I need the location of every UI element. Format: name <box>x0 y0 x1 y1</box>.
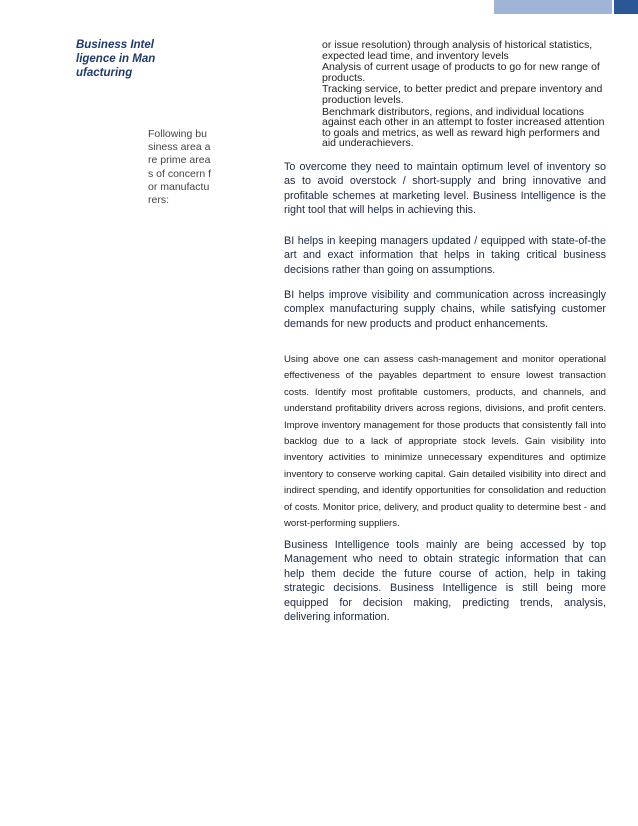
list-item <box>298 40 606 61</box>
paragraph-cash-management: Using above one can assess cash-management and monitor operational effectiveness of the payables department to ensure lowest transaction costs. Identify most profitable customers, products, and channels, and understand profitability drivers across regions, divisions, and profit centers. Improve inventory management for those products that consistently fall into backlog due to a lack of appropriate stock levels. Gain visibility into inventory activities to minimize unnecessary expenditures and optimize inventory to conserve working capital. Gain detailed visibility into direct and indirect spending, and identify opportunities for consolidation and reduction of costs. Monitor price, delivery, and product quality to determine best - and worst-performing suppliers. <box>284 354 606 530</box>
list-item <box>298 107 606 149</box>
accent-bar-dark <box>614 0 638 14</box>
accent-bar-light <box>494 0 612 14</box>
list-item-text: Tracking service, to better predict and prepare inventory and production levels. <box>322 83 603 106</box>
list-item-text: or issue resolution) through analysis of historical statistics, expected lead time, and inventory levels <box>322 39 593 62</box>
header-accent-bar <box>494 0 638 14</box>
list-item <box>298 84 606 105</box>
list-item-text: Benchmark distributors, regions, and individual locations against each other in an attempt to foster increased attention to goals and metrics, as well as reward high performers and aid underachievers. <box>322 105 605 150</box>
list-item-text: Analysis of current usage of products to go for new range of products. <box>322 61 600 84</box>
list-item <box>298 62 606 83</box>
sidebar-title: Business Intelligence in Manufacturing <box>76 39 156 79</box>
paragraph-inventory: To overcome they need to maintain optimum level of inventory so as to avoid overstock / short-supply and bring innovative and profitable schemes at marketing level. Business Intelligence is the right tool that will helps in achieving this. <box>284 161 606 217</box>
paragraph-managers: BI helps in keeping managers updated / equipped with state-of-the art and exact information that helps in taking critical business decisions rather than going on assumptions. <box>284 235 606 276</box>
bullet-list <box>298 40 606 149</box>
paragraph-visibility: BI helps improve visibility and communication across increasingly complex manufacturing supply chains, while satisfying customer demands for new products and product enhancements. <box>284 289 606 330</box>
sidebar-subtitle: Following business area are prime areas of concern for manufacturers: <box>148 128 212 207</box>
paragraph-top-management: Business Intelligence tools mainly are being accessed by top Management who need to obtain strategic information that can help them decide the future course of action, help in taking strategic decisions. Business Intelligence is still being more equipped for decision making, predicting trends, analysis, delivering information. <box>284 539 606 624</box>
